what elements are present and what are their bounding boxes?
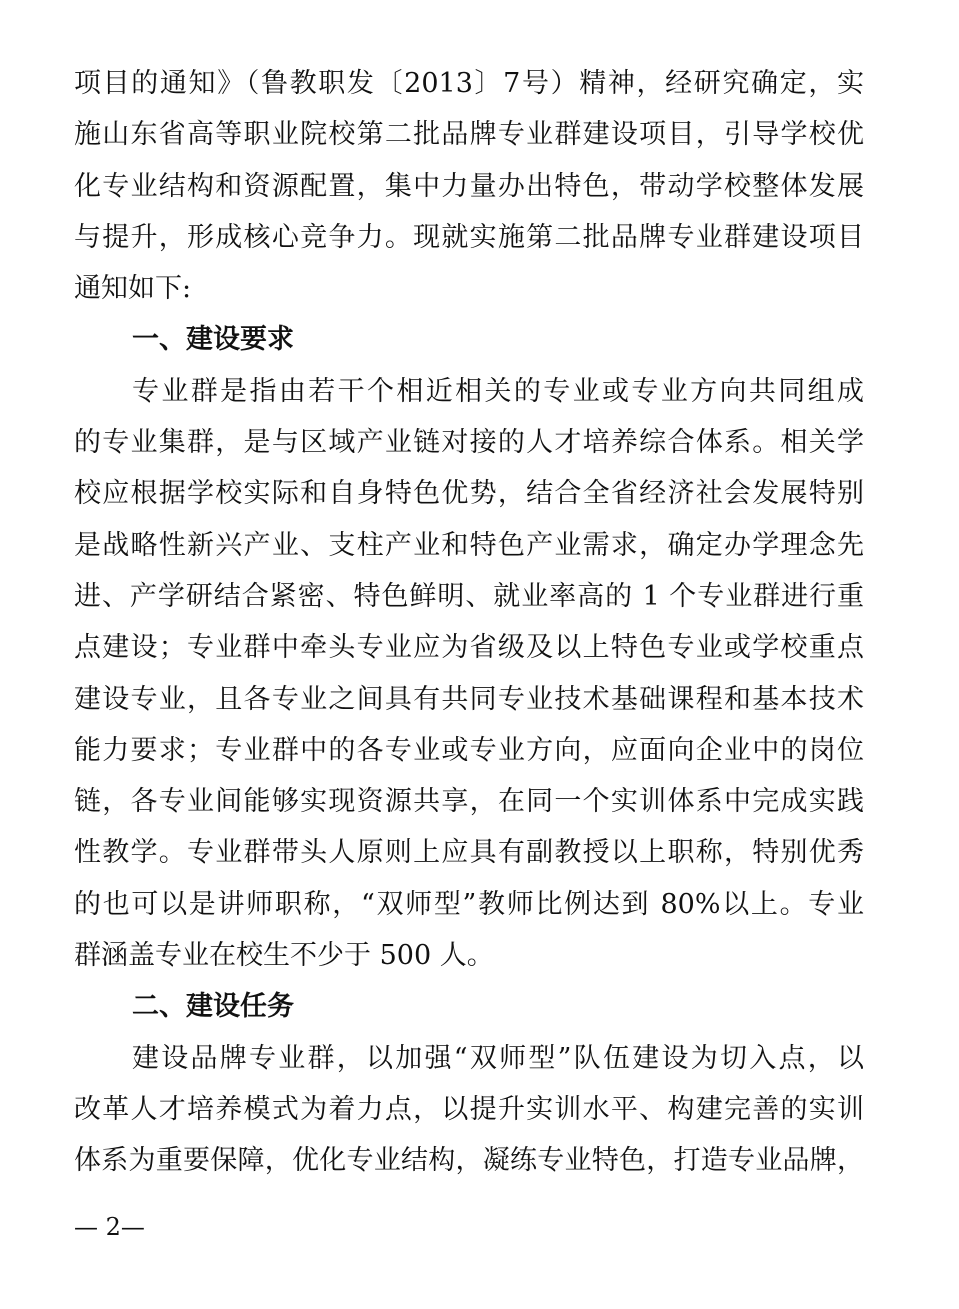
text-line: 性教学。专业群带头人原则上应具有副教授以上职称，特别优秀 [74,837,864,869]
text-line: 能力要求；专业群中的各专业或专业方向，应面向企业中的岗位 [74,734,864,766]
text-line: 改革人才培养模式为着力点，以提升实训水平、构建完善的实训 [74,1093,864,1125]
text-line: 群涵盖专业在校生不少于 500 人。 [74,940,494,972]
text-line: 的专业集群，是与区域产业链对接的人才培养综合体系。相关学 [74,427,864,459]
section-heading: 二、建设任务 [132,991,294,1023]
text-line: 的也可以是讲师职称，“双师型”教师比例达到 80%以上。专业 [74,888,864,920]
section-heading: 一、建设要求 [132,324,294,356]
text-line: 专业群是指由若干个相近相关的专业或专业方向共同组成 [132,375,864,407]
text-line: 建设专业，且各专业之间具有共同专业技术基础课程和基本技术 [74,683,864,715]
text-line: 体系为重要保障，优化专业结构，凝练专业特色，打造专业品牌， [74,1145,864,1177]
text-line: 与提升，形成核心竞争力。现就实施第二批品牌专业群建设项目 [74,221,864,253]
text-line: 进、产学研结合紧密、特色鲜明、就业率高的 1 个专业群进行重 [74,580,864,612]
text-line: 项目的通知》（鲁教职发〔2013〕7号）精神，经研究确定，实 [74,68,864,99]
text-line: 点建设；专业群中牵头专业应为省级及以上特色专业或学校重点 [74,632,864,664]
page-number: — 2— [74,1213,145,1241]
text-line: 链，各专业间能够实现资源共享，在同一个实训体系中完成实践 [74,786,864,818]
document-body [74,58,864,1187]
text-line: 建设品牌专业群，以加强“双师型”队伍建设为切入点，以 [132,1042,864,1074]
text-line: 校应根据学校实际和自身特色优势，结合全省经济社会发展特别 [74,478,864,510]
text-line: 施山东省高等职业院校第二批品牌专业群建设项目，引导学校优 [74,119,864,151]
text-line: 是战略性新兴产业、支柱产业和特色产业需求，确定办学理念先 [74,529,864,561]
text-line: 通知如下: [74,273,192,305]
text-line: 化专业结构和资源配置，集中力量办出特色，带动学校整体发展 [74,170,864,202]
